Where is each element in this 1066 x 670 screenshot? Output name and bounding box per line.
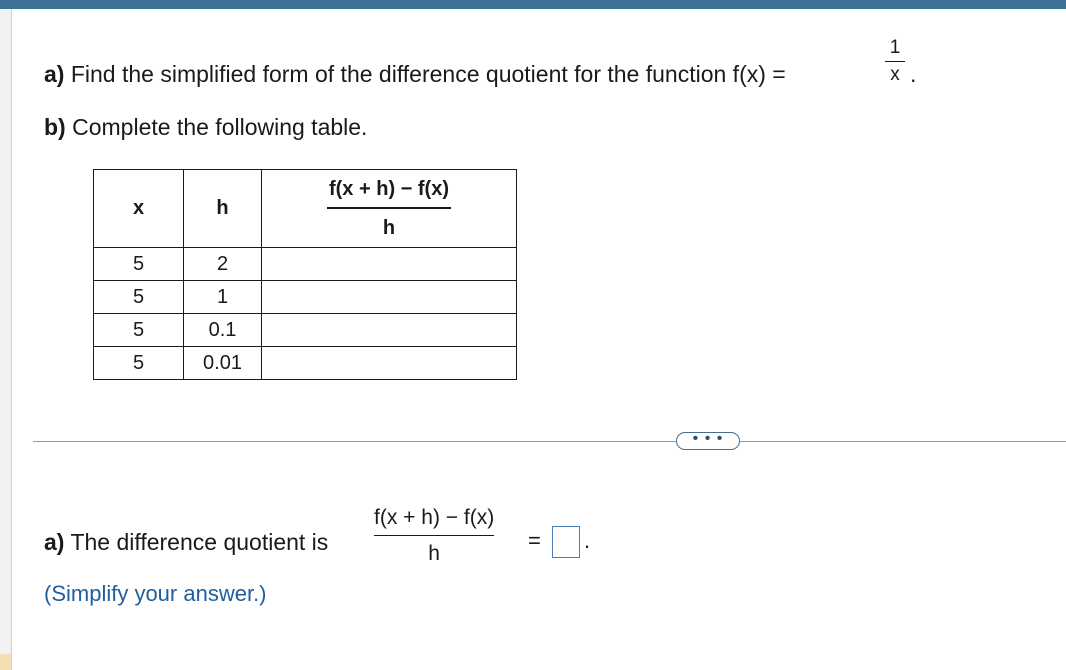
cell-quotient[interactable] (262, 281, 517, 314)
header-x: x (94, 170, 184, 248)
function-numerator: 1 (889, 37, 901, 58)
question-part-b (44, 114, 367, 141)
header-difference-quotient (262, 170, 517, 248)
cell-quotient[interactable] (262, 314, 517, 347)
table-row (94, 248, 517, 281)
header-h: h (184, 170, 262, 248)
left-edge-marker (0, 654, 11, 670)
part-a-text: Find the simplified form of the difference quotient for the function f(x) = (70, 61, 786, 87)
fraction-bar (885, 61, 905, 62)
table-row (94, 281, 517, 314)
part-a-label: a) (44, 61, 65, 87)
cell-x: 5 (94, 314, 184, 347)
table-row (94, 314, 517, 347)
cell-quotient[interactable] (262, 347, 517, 380)
answer-prompt (44, 529, 328, 556)
header-fraction-denominator: h (382, 216, 396, 239)
answer-fraction-numerator: f(x + h) − f(x) (374, 506, 495, 529)
left-edge-panel (0, 9, 12, 670)
table-row (94, 347, 517, 380)
top-bar (0, 0, 1066, 9)
cell-h: 2 (184, 248, 262, 281)
function-denominator: x (890, 64, 900, 85)
cell-quotient[interactable] (262, 248, 517, 281)
part-b-label: b) (44, 114, 66, 140)
values-table (93, 169, 517, 380)
table-header-row (94, 170, 517, 248)
cell-x: 5 (94, 347, 184, 380)
cell-h: 0.1 (184, 314, 262, 347)
equals-sign: = (528, 528, 541, 553)
cell-x: 5 (94, 248, 184, 281)
part-b-text: Complete the following table. (72, 114, 368, 140)
function-fraction (885, 37, 905, 86)
answer-label: a) (44, 529, 65, 555)
function-period: . (910, 61, 917, 87)
answer-fraction-bar (374, 535, 494, 536)
header-fraction-numerator: f(x + h) − f(x) (328, 177, 449, 200)
cell-h: 0.01 (184, 347, 262, 380)
simplify-hint: (Simplify your answer.) (44, 581, 267, 606)
answer-text: The difference quotient is (70, 529, 329, 555)
more-options-button[interactable]: • • • (676, 432, 740, 450)
header-fraction (327, 178, 451, 240)
cell-x: 5 (94, 281, 184, 314)
answer-fraction-denominator: h (428, 542, 440, 565)
answer-input-box[interactable] (552, 526, 580, 558)
header-fraction-bar (327, 207, 451, 209)
section-divider (33, 441, 1066, 442)
answer-period: . (584, 528, 591, 553)
question-part-a (44, 61, 786, 88)
answer-fraction (374, 506, 494, 566)
cell-h: 1 (184, 281, 262, 314)
